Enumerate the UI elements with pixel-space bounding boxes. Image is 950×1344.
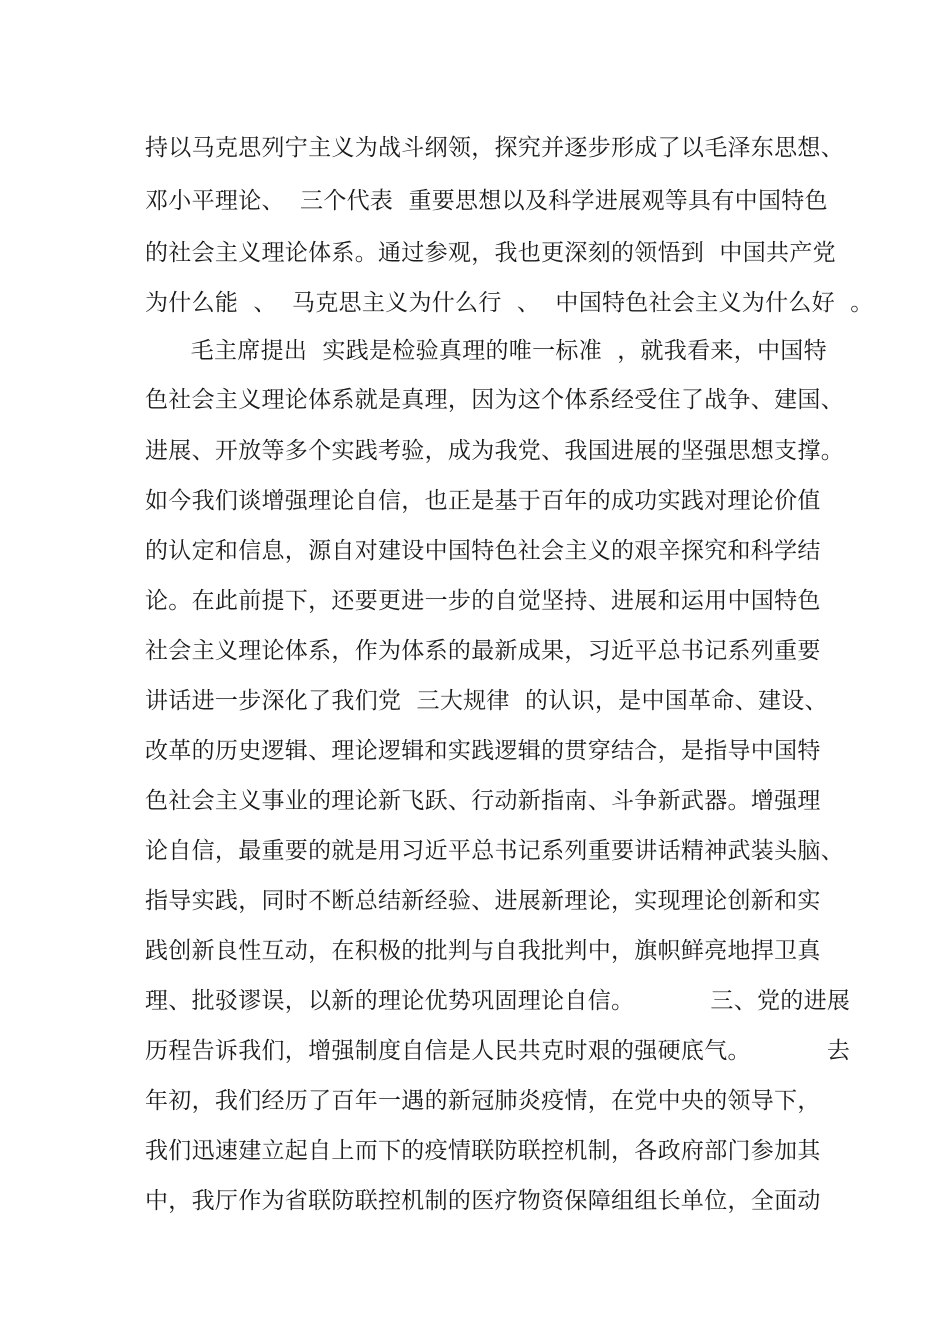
text-line: 色社会主义事业的理论新飞跃、行动新指南、斗争新武器。增强理 (145, 788, 821, 814)
text-line: 社会主义理论体系，作为体系的最新成果，习近平总书记系列重要 (145, 638, 821, 664)
text-line: 持以马克思列宁主义为战斗纲领，探究并逐步形成了以毛泽东思想、 (145, 135, 844, 161)
text-line: 历程告诉我们，增强制度自信是人民共克时艰的强硬底气。 去 (145, 1038, 851, 1064)
text-line: 的认定和信息，源自对建设中国特色社会主义的艰辛探究和科学结 (145, 538, 821, 564)
text-line: 的社会主义理论体系。通过参观，我也更深刻的领悟到 中国共产党 (145, 240, 836, 266)
text-line: 进展、开放等多个实践考验，成为我党、我国进展的坚强思想支撑。 (145, 438, 844, 464)
text-line: 指导实践，同时不断总结新经验、进展新理论，实现理论创新和实 (145, 888, 821, 914)
text-line: 色社会主义理论体系就是真理，因为这个体系经受住了战争、建国、 (145, 387, 844, 413)
text-line: 毛主席提出 实践是检验真理的唯一标准 ，就我看来，中国特 (145, 338, 827, 364)
text-line: 践创新良性互动，在积极的批判与自我批判中，旗帜鲜亮地捍卫真 (145, 938, 821, 964)
text-line: 论。在此前提下，还要更进一步的自觉坚持、进展和运用中国特色 (145, 588, 821, 614)
text-line: 如今我们谈增强理论自信，也正是基于百年的成功实践对理论价值 (145, 488, 821, 514)
text-line: 讲话进一步深化了我们党 三大规律 的认识，是中国革命、建设、 (145, 688, 828, 714)
text-line: 论自信，最重要的就是用习近平总书记系列重要讲话精神武装头脑、 (145, 838, 844, 864)
text-line: 我们迅速建立起自上而下的疫情联防联控机制，各政府部门参加其 (145, 1138, 821, 1164)
text-line: 为什么能 、 马克思主义为什么行 、 中国特色社会主义为什么好 。 (145, 290, 874, 316)
text-line: 中，我厅作为省联防联控机制的医疗物资保障组组长单位，全面动 (145, 1188, 821, 1214)
text-line: 年初，我们经历了百年一遇的新冠肺炎疫情，在党中央的领导下， (145, 1088, 821, 1114)
text-line: 邓小平理论、 三个代表 重要思想以及科学进展观等具有中国特色 (145, 188, 828, 214)
text-line: 理、批驳谬误，以新的理论优势巩固理论自信。 三、党的进展 (145, 988, 851, 1014)
text-line: 改革的历史逻辑、理论逻辑和实践逻辑的贯穿结合，是指导中国特 (145, 738, 821, 764)
